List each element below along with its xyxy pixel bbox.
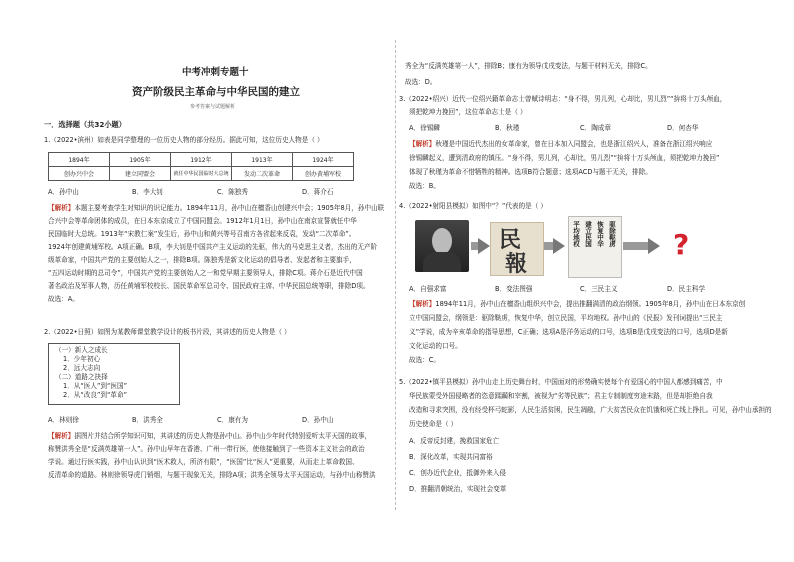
q3-option-b: B．秋瑾 <box>495 124 520 132</box>
table-cell: 1913年 <box>232 153 293 167</box>
q1-table <box>48 152 354 181</box>
scroll-line: 驱除鞑虏 <box>608 221 616 247</box>
scroll-line: 建立民国 <box>584 221 592 247</box>
q4-option-c: C．三民主义 <box>580 285 618 293</box>
section-heading: 一．选择题（共32小题） <box>44 120 126 129</box>
arrow-right-icon <box>478 238 490 254</box>
arrow-right-icon <box>648 238 660 254</box>
q1-analysis-line: 级革命家，中国共产党的主要创始人之一，排除B项。陈独秀是新文化运动的倡导者、发起者和主要旗手， <box>48 256 356 264</box>
q1-analysis-line <box>48 204 384 213</box>
q4-analysis-line: 文化运动的口号。 <box>409 342 462 350</box>
q4-stem: 4.（2022•射阳县模拟）如图中“？”代表的是（ ） <box>399 202 547 210</box>
analysis-text: 1894年11月，孙中山在檀香山组织兴中会，提出推翻满清的政治纲领。1905年8月，孙中山在日本东京创 <box>435 300 746 308</box>
q3-option-c: C．陶成章 <box>580 124 611 132</box>
analysis-text: 据图片并结合所学知识可知，其讲述的历史人物是孙中山。孙中山少年时代特别爱听太平天国的故事， <box>74 432 372 440</box>
scroll-line: 恢复中华 <box>596 221 604 247</box>
q5-stem-line: 华民族蒙受外国侵略者的恣意蹂躏和宰割，被视为“劣等民族”；君主专制制度穷途末路，但是却拒绝自我 <box>409 392 713 400</box>
q4-option-d: D．民主科学 <box>667 285 706 293</box>
q1-option-a: A．孙中山 <box>48 188 79 196</box>
table-cell: 建立同盟会 <box>110 167 171 181</box>
q4-option-a: A．自强求富 <box>409 285 447 293</box>
table-cell: 1924年 <box>293 153 354 167</box>
board-line: （一）新人之成长 <box>55 346 108 354</box>
q5-stem-line: 改造和寻求突围，没有经受杯弓蛇影，人民生活贫困，民生凋敝，广大贫苦民众在饥饿和死亡线上挣扎。可见，孙中山承担的 <box>409 406 772 414</box>
column-divider <box>395 40 396 510</box>
q1-analysis-line: 故选：A。 <box>48 295 79 303</box>
q2-analysis-line <box>48 432 371 441</box>
q2-board <box>48 343 180 405</box>
analysis-tag: 【解析】 <box>409 140 436 148</box>
q1-analysis-line: 1924年创建黄埔军校。A项正确。B项，李大钊是中国共产主义运动的先驱，伟大的马克思主义者，杰出的无产阶 <box>48 243 378 251</box>
q1-option-d: D．蒋介石 <box>302 188 334 196</box>
q4-analysis-line <box>409 300 745 309</box>
table-row <box>49 167 354 181</box>
q2-analysis-cont: 秀全为“反满英雄第一人”，排除B；康有为领导戊戌变法，与题干材料无关，排除C。 <box>405 62 652 70</box>
q2-answer: 故选：D。 <box>405 78 437 86</box>
q3-analysis-line <box>409 140 712 149</box>
q4-analysis-line: 义”学说，成为辛亥革命的指导思想，C正确；选项A是洋务运动的口号，选项B是戊戌变法的口号，选项D是新 <box>409 328 728 336</box>
board-line: 1．少年初心 <box>63 355 101 363</box>
page-subtitle: 资产阶级民主革命与中华民国的建立 <box>132 86 300 98</box>
q2-option-a: A．林则徐 <box>48 416 79 424</box>
q2-option-c: C．康有为 <box>217 416 248 424</box>
q3-stem: 3.（2022•绍兴）近代一位绍兴籍革命志士曾赋诗明志：“身不得，男儿列，心却比，男儿烈”“拚将十万头颅血， <box>399 95 727 103</box>
analysis-tag: 【解析】 <box>409 300 436 308</box>
scroll-line: 平均地权 <box>572 221 580 247</box>
board-line: 2．远大志向 <box>63 364 101 372</box>
q1-analysis-line: 合兴中会等革命团体的成员，在日本东京成立了中国同盟会。1912年1月1日，孙中山在南京宣誓就任中华 <box>48 217 357 225</box>
q1-analysis-line: “五四运动时期的总司令”，中国共产党的主要创始人之一和党早期主要领导人，排除C项。蒋介石是近代中国 <box>48 269 363 277</box>
platform-scroll <box>568 216 622 278</box>
minbao-char: 報 <box>505 252 528 277</box>
q5-option-a: A．反帝反封建，挽救国家危亡 <box>409 437 500 445</box>
q3-option-a: A．徐锡麟 <box>409 124 440 132</box>
board-line: 1．从“医人”到“医国” <box>63 382 128 390</box>
q1-option-c: C．陈独秀 <box>217 188 248 196</box>
sun-yatsen-portrait <box>415 220 469 272</box>
table-cell: 1912年 <box>171 153 232 167</box>
q2-stem: 2.（2022•日照）如图为某教师课堂教学设计的板书片段，其讲述的历史人物是（ ） <box>44 328 291 336</box>
q3-option-d: D．何杏华 <box>667 124 699 132</box>
q2-analysis-line: 反清革命的道路。林则徐领导虎门销烟，与题干现象无关，排除A项；洪秀全领导太平天国运动，与孙中山称赞洪 <box>48 471 376 479</box>
table-cell: 1894年 <box>49 153 110 167</box>
portrait-face <box>432 228 452 254</box>
q4-analysis-line: 立中国同盟会，纲领是：驱除鞑虏，恢复中华，创立民国，平均地权。孙中山的《民报》发刊词提出“三民主 <box>409 314 723 322</box>
arrow-3-body <box>623 242 649 250</box>
table-cell: 创办黄埔军校 <box>293 167 354 181</box>
question-mark-icon: ? <box>673 228 690 261</box>
q5-option-b: B．深化改革，实现共同富裕 <box>409 453 493 461</box>
q1-option-b: B．李大钊 <box>132 188 163 196</box>
q2-option-b: B．洪秀全 <box>132 416 163 424</box>
q3-analysis-line: 体现了秋瑾为革命不惜牺牲的精神。选项B符合题意；选项ACD与题干无关，排除。 <box>409 168 652 176</box>
board-line: 2．从“改良”到“革命” <box>63 391 128 399</box>
q3-stem-cont: 须把乾坤力挽回”，这位革命志士是（ ） <box>409 108 527 116</box>
q3-answer: 故选：B。 <box>409 182 440 190</box>
q5-stem-line: 历史使命是（ ） <box>409 420 458 428</box>
answer-note: 参考答案与试题解析 <box>190 104 236 110</box>
q5-stem-line: 5.（2022•镇平县模拟）孙中山走上历史舞台时，中国面对的形势确实使每个有爱国心的中国人都感到痛苦，中 <box>399 378 723 386</box>
table-cell: 创办兴中会 <box>49 167 110 181</box>
q2-analysis-line: 称赞洪秀全是“反满英雄第一人”。孙中山早年在香港、广州一带行医，使他接触到了一些资本主义社会的政治 <box>48 445 365 453</box>
q2-option-d: D．孙中山 <box>302 416 334 424</box>
table-cell: 就任中华民国临时大总统 <box>171 167 232 181</box>
q5-option-d: D．推翻清朝统治，实现社会变革 <box>409 485 507 493</box>
table-cell: 1905年 <box>110 153 171 167</box>
board-line: （二）道路之抉择 <box>55 373 108 381</box>
analysis-tag: 【解析】 <box>48 204 75 212</box>
arrow-right-icon <box>553 238 565 254</box>
q4-answer: 故选：C。 <box>409 356 440 364</box>
table-cell: 发动二次革命 <box>232 167 293 181</box>
q1-analysis-line: 民国临时大总统。1913年“宋教仁案”发生后，孙中山和黄兴等号召南方各省起来反袁，发动“二次革命”。 <box>48 230 356 238</box>
analysis-tag: 【解析】 <box>48 432 75 440</box>
minbao-char: 民 <box>499 228 522 253</box>
q2-analysis-line: 学说。通过行医实践，孙中山认识到“医术救人，所济有限”，“医国”比“医人”更重要，从而走上革命救国、 <box>48 458 359 466</box>
q3-analysis-line: 徐锡麟起义，遭到清政府的镇压。“身不得，男儿列，心却比，男儿烈”“拚将十万头颅血，须把乾坤力挽回” <box>409 154 720 162</box>
page-title: 中考冲刺专题十 <box>182 67 249 78</box>
q4-option-b: B．变法图强 <box>495 285 533 293</box>
q1-stem: 1.（2022•滨州）如表是同学整理的一位历史人物的部分经历。据此可知，这位历史人物是（ ） <box>44 136 324 144</box>
table-row <box>49 153 354 167</box>
q1-analysis-line: 著名政治及军事人物，历任黄埔军校校长、国民革命军总司令、国民政府主席、中华民国总统等职，排除D项。 <box>48 282 370 290</box>
portrait-bust <box>423 252 461 272</box>
q5-option-c: C．创办近代企业，抵御外来入侵 <box>409 469 506 477</box>
analysis-text: 秋瑾是中国近代杰出的女革命家，曾在日本加入同盟会，也是浙江绍兴人，准备在浙江绍兴响应 <box>435 140 713 148</box>
minbao-newspaper <box>490 222 544 276</box>
analysis-text: 本题主要考查学生对知识的识记能力。1894年11月，孙中山在檀香山创建兴中会；1905年8月，孙中山联 <box>74 204 385 212</box>
